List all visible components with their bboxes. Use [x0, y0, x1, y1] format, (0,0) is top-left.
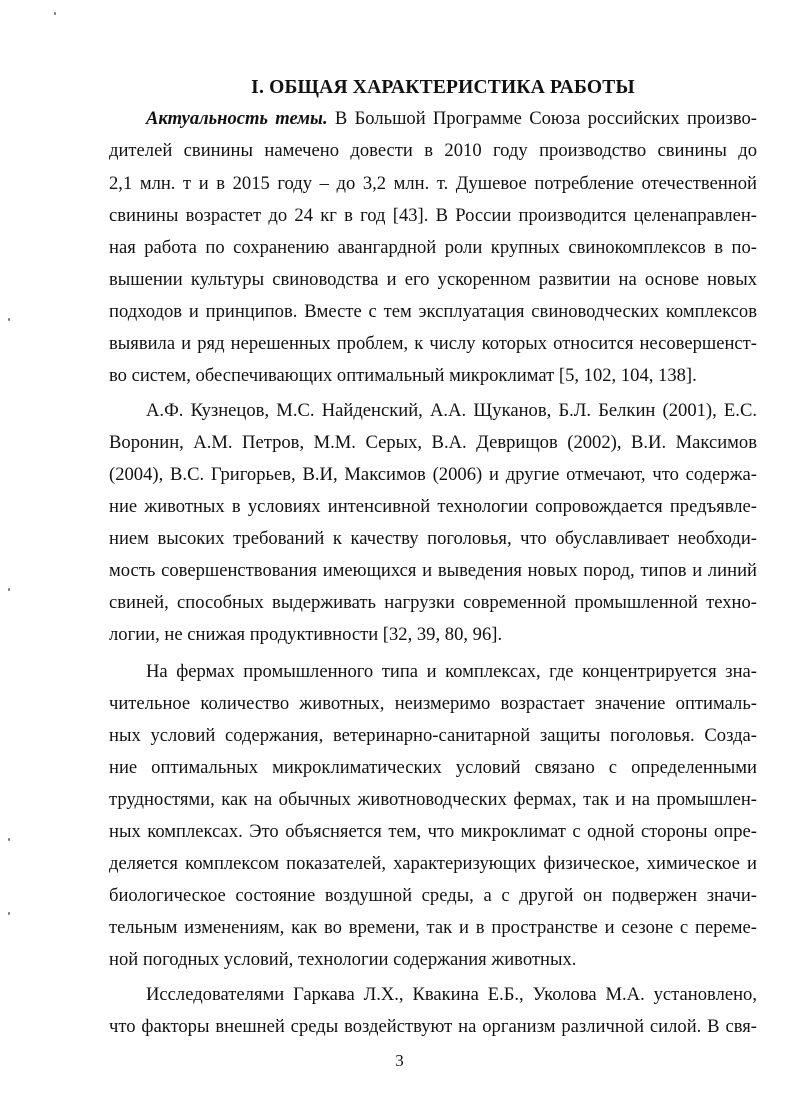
paragraph-line: ная работа по сохранению авангардной роли крупных свинокомплексов в по- [109, 237, 757, 258]
paragraph-line: во систем, обеспечивающих оптимальный микроклимат [5, 102, 104, 138]. [109, 365, 697, 386]
paragraph-line: Исследователями Гаркава Л.Х., Квакина Е.Б., Уколова М.А. установлено, [146, 984, 757, 1005]
paragraph-line: мость совершенствования имеющихся и выведения новых пород, типов и линий [109, 560, 757, 581]
paragraph-line: ние животных в условиях интенсивной технологии сопровождается предъявле- [109, 496, 757, 517]
paragraph-line: деляется комплексом показателей, характеризующих физическое, химическое и [109, 853, 757, 874]
page-number: 3 [395, 1051, 404, 1070]
section-heading: I. ОБЩАЯ ХАРАКТЕРИСТИКА РАБОТЫ [251, 77, 635, 98]
scan-speck [8, 838, 10, 841]
paragraph-line: ние оптимальных микроклиматических условий связано с определенными [109, 757, 757, 778]
paragraph-line: свиней, способных выдерживать нагрузки современной промышленной техно- [109, 592, 757, 613]
paragraph-line: подходов и принципов. Вместе с тем эксплуатация свиноводческих комплексов [109, 301, 757, 322]
paragraph-line: На фермах промышленного типа и комплексах, где концентрируется зна- [146, 661, 757, 682]
scan-speck [54, 12, 56, 15]
paragraph-line: ных комплексах. Это объясняется тем, что микроклимат с одной стороны опре- [109, 821, 757, 842]
paragraph-line: выявила и ряд нерешенных проблем, к числу которых относится несовершенст- [109, 333, 757, 354]
scan-speck [8, 588, 10, 591]
paragraph-line: логии, не снижая продуктивности [32, 39, 80, 96]. [109, 624, 503, 645]
scan-speck [8, 318, 10, 321]
lead-phrase: Актуальность темы. [146, 108, 328, 129]
paragraph-line: (2004), В.С. Григорьев, В.И, Максимов (2006) и другие отмечают, что содержа- [109, 464, 757, 485]
paragraph-line: Актуальность темы. В Большой Программе Союза российских произво- [146, 108, 757, 129]
paragraph-line: свинины возрастет до 24 кг в год [43]. В России производится целенаправлен- [109, 205, 757, 226]
paragraph-line: чительное количество животных, неизмеримо возрастает значение оптималь- [109, 693, 757, 714]
paragraph-line: 2,1 млн. т и в 2015 году – до 3,2 млн. т. Душевое потребление отечественной [109, 173, 757, 194]
paragraph-line: ной погодных условий, технологии содержания животных. [109, 949, 577, 970]
paragraph-line: вышении культуры свиноводства и его ускоренном развитии на основе новых [109, 269, 757, 290]
paragraph-line: биологическое состояние воздушной среды, а с другой он подвержен значи- [109, 885, 757, 906]
paragraph-line: А.Ф. Кузнецов, М.С. Найденский, А.А. Щуканов, Б.Л. Белкин (2001), Е.С. [146, 400, 757, 421]
paragraph-line: Воронин, А.М. Петров, М.М. Серых, В.А. Деврищов (2002), В.И. Максимов [109, 432, 757, 453]
paragraph-line: нием высоких требований к качеству поголовья, что обуславливает необходи- [109, 528, 757, 549]
paragraph-line: трудностями, как на обычных животноводческих фермах, так и на промышлен- [109, 789, 757, 810]
paragraph-line: тельным изменениям, как во времени, так и в пространстве и сезоне с переме- [109, 917, 757, 938]
paragraph-line: что факторы внешней среды воздействуют на организм различной силой. В свя- [109, 1016, 757, 1037]
paragraph-line: дителей свинины намечено довести в 2010 году производство свинины до [109, 140, 757, 161]
scan-speck [8, 912, 10, 915]
paragraph-line: ных условий содержания, ветеринарно-санитарной защиты поголовья. Созда- [109, 725, 757, 746]
